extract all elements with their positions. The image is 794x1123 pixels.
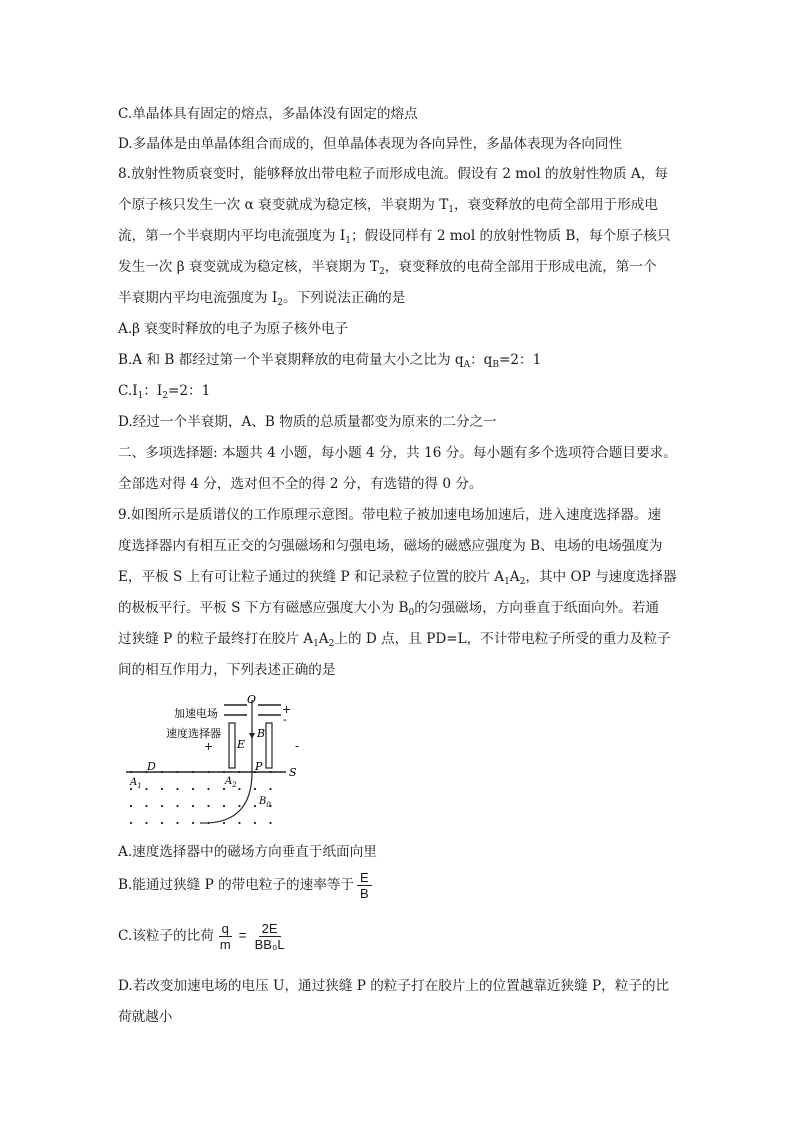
q9-stem-line-6: 间的相互作用力，下列表述正确的是	[118, 662, 336, 678]
field-dot	[223, 788, 225, 790]
fraction-e-over-b	[357, 870, 372, 901]
fraction-denominator: B	[360, 886, 369, 901]
q9-option-b	[118, 868, 375, 902]
field-dot	[161, 805, 163, 807]
fraction-denominator: BB₀L	[254, 937, 285, 952]
mass-spectrometer-diagram	[118, 690, 318, 835]
label-selector-minus: -	[295, 739, 300, 753]
q9-stem-line-4	[118, 598, 659, 623]
fraction-numerator: E	[357, 870, 372, 886]
q9-stem-line-3	[118, 567, 677, 592]
label-accel-minus: -	[283, 713, 287, 726]
q8-stem-5b: 。下列说法正确的是	[282, 290, 406, 306]
q8-stem-2a: 个原子核只发生一次 α 衰变就成为稳定核，半衰期为 T	[118, 197, 449, 213]
q8-option-c	[118, 381, 210, 406]
subscript: A	[463, 360, 471, 370]
q8-stem-line-3	[118, 226, 671, 251]
q9-stem-3b: A	[509, 569, 520, 585]
q9-stem-5b: A	[318, 631, 329, 647]
subscript: 1	[504, 577, 510, 587]
subscript: 2	[277, 298, 283, 308]
q9-stem-line-2: 度选择器内有相互正交的匀强磁场和匀强电场，磁场的磁感应强度为 B、电场的电场强度为	[118, 538, 663, 554]
q8-stem-4b: ，衰变释放的电荷全部用于形成电流，第一个	[384, 259, 657, 275]
field-dot	[238, 822, 240, 824]
equals-sign: =	[238, 928, 247, 943]
q8-stem-line-1: 8.放射性物质衰变时，能够释放出带电粒子而形成电流。假设有 2 mol 的放射性物质 A，每	[118, 166, 668, 182]
q8-option-a: A.β 衰变时释放的电子为原子核外电子	[118, 321, 349, 337]
field-dot	[161, 788, 163, 790]
q9-stem-5c: 上的 D 点，且 PD=L，不计带电粒子所受的重力及粒子	[334, 631, 671, 647]
field-dot	[130, 788, 132, 790]
q9-opt-b-pre: B.能通过狭缝 P 的带电粒子的速率等于	[118, 877, 355, 893]
q8-opt-c-mid: ：I	[143, 383, 163, 399]
fraction-q-over-m	[217, 921, 234, 952]
field-dot	[207, 788, 209, 790]
label-selector-plus: +	[204, 740, 214, 753]
q8-stem-line-4	[118, 257, 657, 282]
q8-opt-c-post: =2：1	[168, 383, 211, 399]
q8-opt-b-pre: B.A 和 B 都经过第一个半衰期释放的电荷量大小之比为 q	[118, 352, 464, 368]
q7-option-c: C.单晶体具有固定的熔点，多晶体没有固定的熔点	[118, 106, 418, 122]
q9-stem-4a: 的极板平行。平板 S 下方有磁感应强度大小为 B	[118, 600, 409, 616]
label-o: O	[247, 693, 257, 706]
field-dot	[192, 788, 194, 790]
field-dot	[207, 805, 209, 807]
magnetic-field-dots	[130, 771, 272, 824]
field-dot	[254, 805, 256, 807]
field-dot	[254, 822, 256, 824]
q8-stem-5a: 半衰期内平均电流强度为 I	[118, 290, 278, 306]
label-accel-plus: +	[282, 703, 292, 716]
fraction-numerator: q	[219, 921, 232, 937]
label-a1: $A_1$	[130, 777, 142, 790]
field-dot	[145, 788, 147, 790]
q9-option-d-line-2: 荷就越小	[118, 1009, 173, 1025]
q8-option-b	[118, 350, 541, 375]
q8-option-d: D.经过一个半衰期，A、B 物质的总质量都变为原来的二分之一	[118, 414, 497, 430]
field-dot	[238, 805, 240, 807]
field-dot	[192, 805, 194, 807]
q9-option-c	[118, 918, 291, 954]
q9-opt-c-pre: C.该粒子的比荷	[118, 928, 214, 944]
field-dot	[269, 822, 271, 824]
selector-plate-right	[266, 723, 272, 768]
field-dot	[192, 822, 194, 824]
label-a2: $A_2$	[225, 776, 237, 789]
subscript: 1	[313, 639, 319, 649]
q9-stem-5a: 过狭缝 P 的粒子最终打在胶片 A	[118, 631, 314, 647]
arrow-head	[249, 733, 255, 739]
field-dot	[176, 805, 178, 807]
fraction-numerator: 2E	[259, 921, 281, 937]
field-dot	[223, 822, 225, 824]
q8-stem-line-5	[118, 288, 405, 313]
subscript: 1	[345, 236, 351, 246]
field-dot	[145, 822, 147, 824]
fraction-2e-over-bb0l	[252, 921, 288, 952]
q7-option-d: D.多晶体是由单晶体组合而成的，但单晶体表现为各向异性，多晶体表现为各向同性	[118, 136, 623, 152]
q9-option-a: A.速度选择器中的磁场方向垂直于纸面向里	[118, 844, 377, 860]
q9-stem-3a: E，平板 S 上有可让粒子通过的狭缝 P 和记录粒子位置的胶片 A	[118, 569, 505, 585]
q8-opt-c-pre: C.I	[118, 383, 138, 399]
section-2-instructions: 全部选对得 4 分，选对但不全的得 2 分，有选错的得 0 分。	[118, 476, 483, 492]
section-2-heading: 二、多项选择题: 本题共 4 小题，每小题 4 分，共 16 分。每小题有多个选项符合题目要求。	[118, 445, 677, 461]
label-p: P	[255, 760, 263, 773]
field-dot	[269, 788, 271, 790]
q8-stem-line-2	[118, 195, 658, 220]
label-b: B	[257, 727, 266, 740]
q8-stem-4a: 发生一次 β 衰变就成为稳定核，半衰期为 T	[118, 259, 379, 275]
selector-plate-left	[229, 723, 235, 768]
label-s: S	[289, 766, 297, 779]
field-dot	[223, 805, 225, 807]
q9-option-d-line-1: D.若改变加速电场的电压 U，通过狭缝 P 的粒子打在胶片上的位置越靠近狭缝 P，粒子的比	[118, 978, 670, 994]
field-dot	[130, 805, 132, 807]
fraction-denominator: m	[219, 937, 231, 952]
q9-stem-line-5	[118, 629, 671, 654]
q8-opt-b-post: =2：1	[499, 352, 542, 368]
field-dot	[238, 788, 240, 790]
subscript: 2	[378, 267, 385, 277]
subscript: 1	[137, 391, 144, 401]
q8-stem-3b: ；假设同样有 2 mol 的放射性物质 B，每个原子核只	[350, 228, 671, 244]
subscript: 2	[328, 639, 335, 649]
field-dot	[145, 805, 147, 807]
field-dot	[161, 822, 163, 824]
label-velocity-selector: 速度选择器	[166, 727, 221, 740]
q9-stem-3c: ，其中 OP 与速度选择器	[525, 569, 677, 585]
field-dot	[254, 788, 256, 790]
label-d: D	[147, 760, 156, 773]
subscript: 1	[448, 205, 455, 215]
field-dot	[176, 822, 178, 824]
field-dot	[176, 788, 178, 790]
subscript: B	[492, 360, 499, 370]
q9-stem-4b: 的匀强磁场，方向垂直于纸面向外。若通	[414, 600, 659, 616]
q8-stem-3a: 流，第一个半衰期内平均电流强度为 I	[118, 228, 346, 244]
subscript: 2	[162, 391, 169, 401]
subscript: 0	[408, 608, 415, 618]
field-dot	[130, 822, 132, 824]
label-b0: $B_0$	[259, 796, 271, 809]
subscript: 2	[519, 577, 526, 587]
q8-opt-b-mid: ：q	[470, 352, 493, 368]
q8-stem-2b: ，衰变释放的电荷全部用于形成电	[454, 197, 658, 213]
label-accel-field: 加速电场	[174, 707, 218, 720]
q9-stem-line-1: 9.如图所示是质谱仪的工作原理示意图。带电粒子被加速电场加速后，进入速度选择器。速	[118, 507, 662, 523]
label-e: E	[237, 738, 246, 751]
